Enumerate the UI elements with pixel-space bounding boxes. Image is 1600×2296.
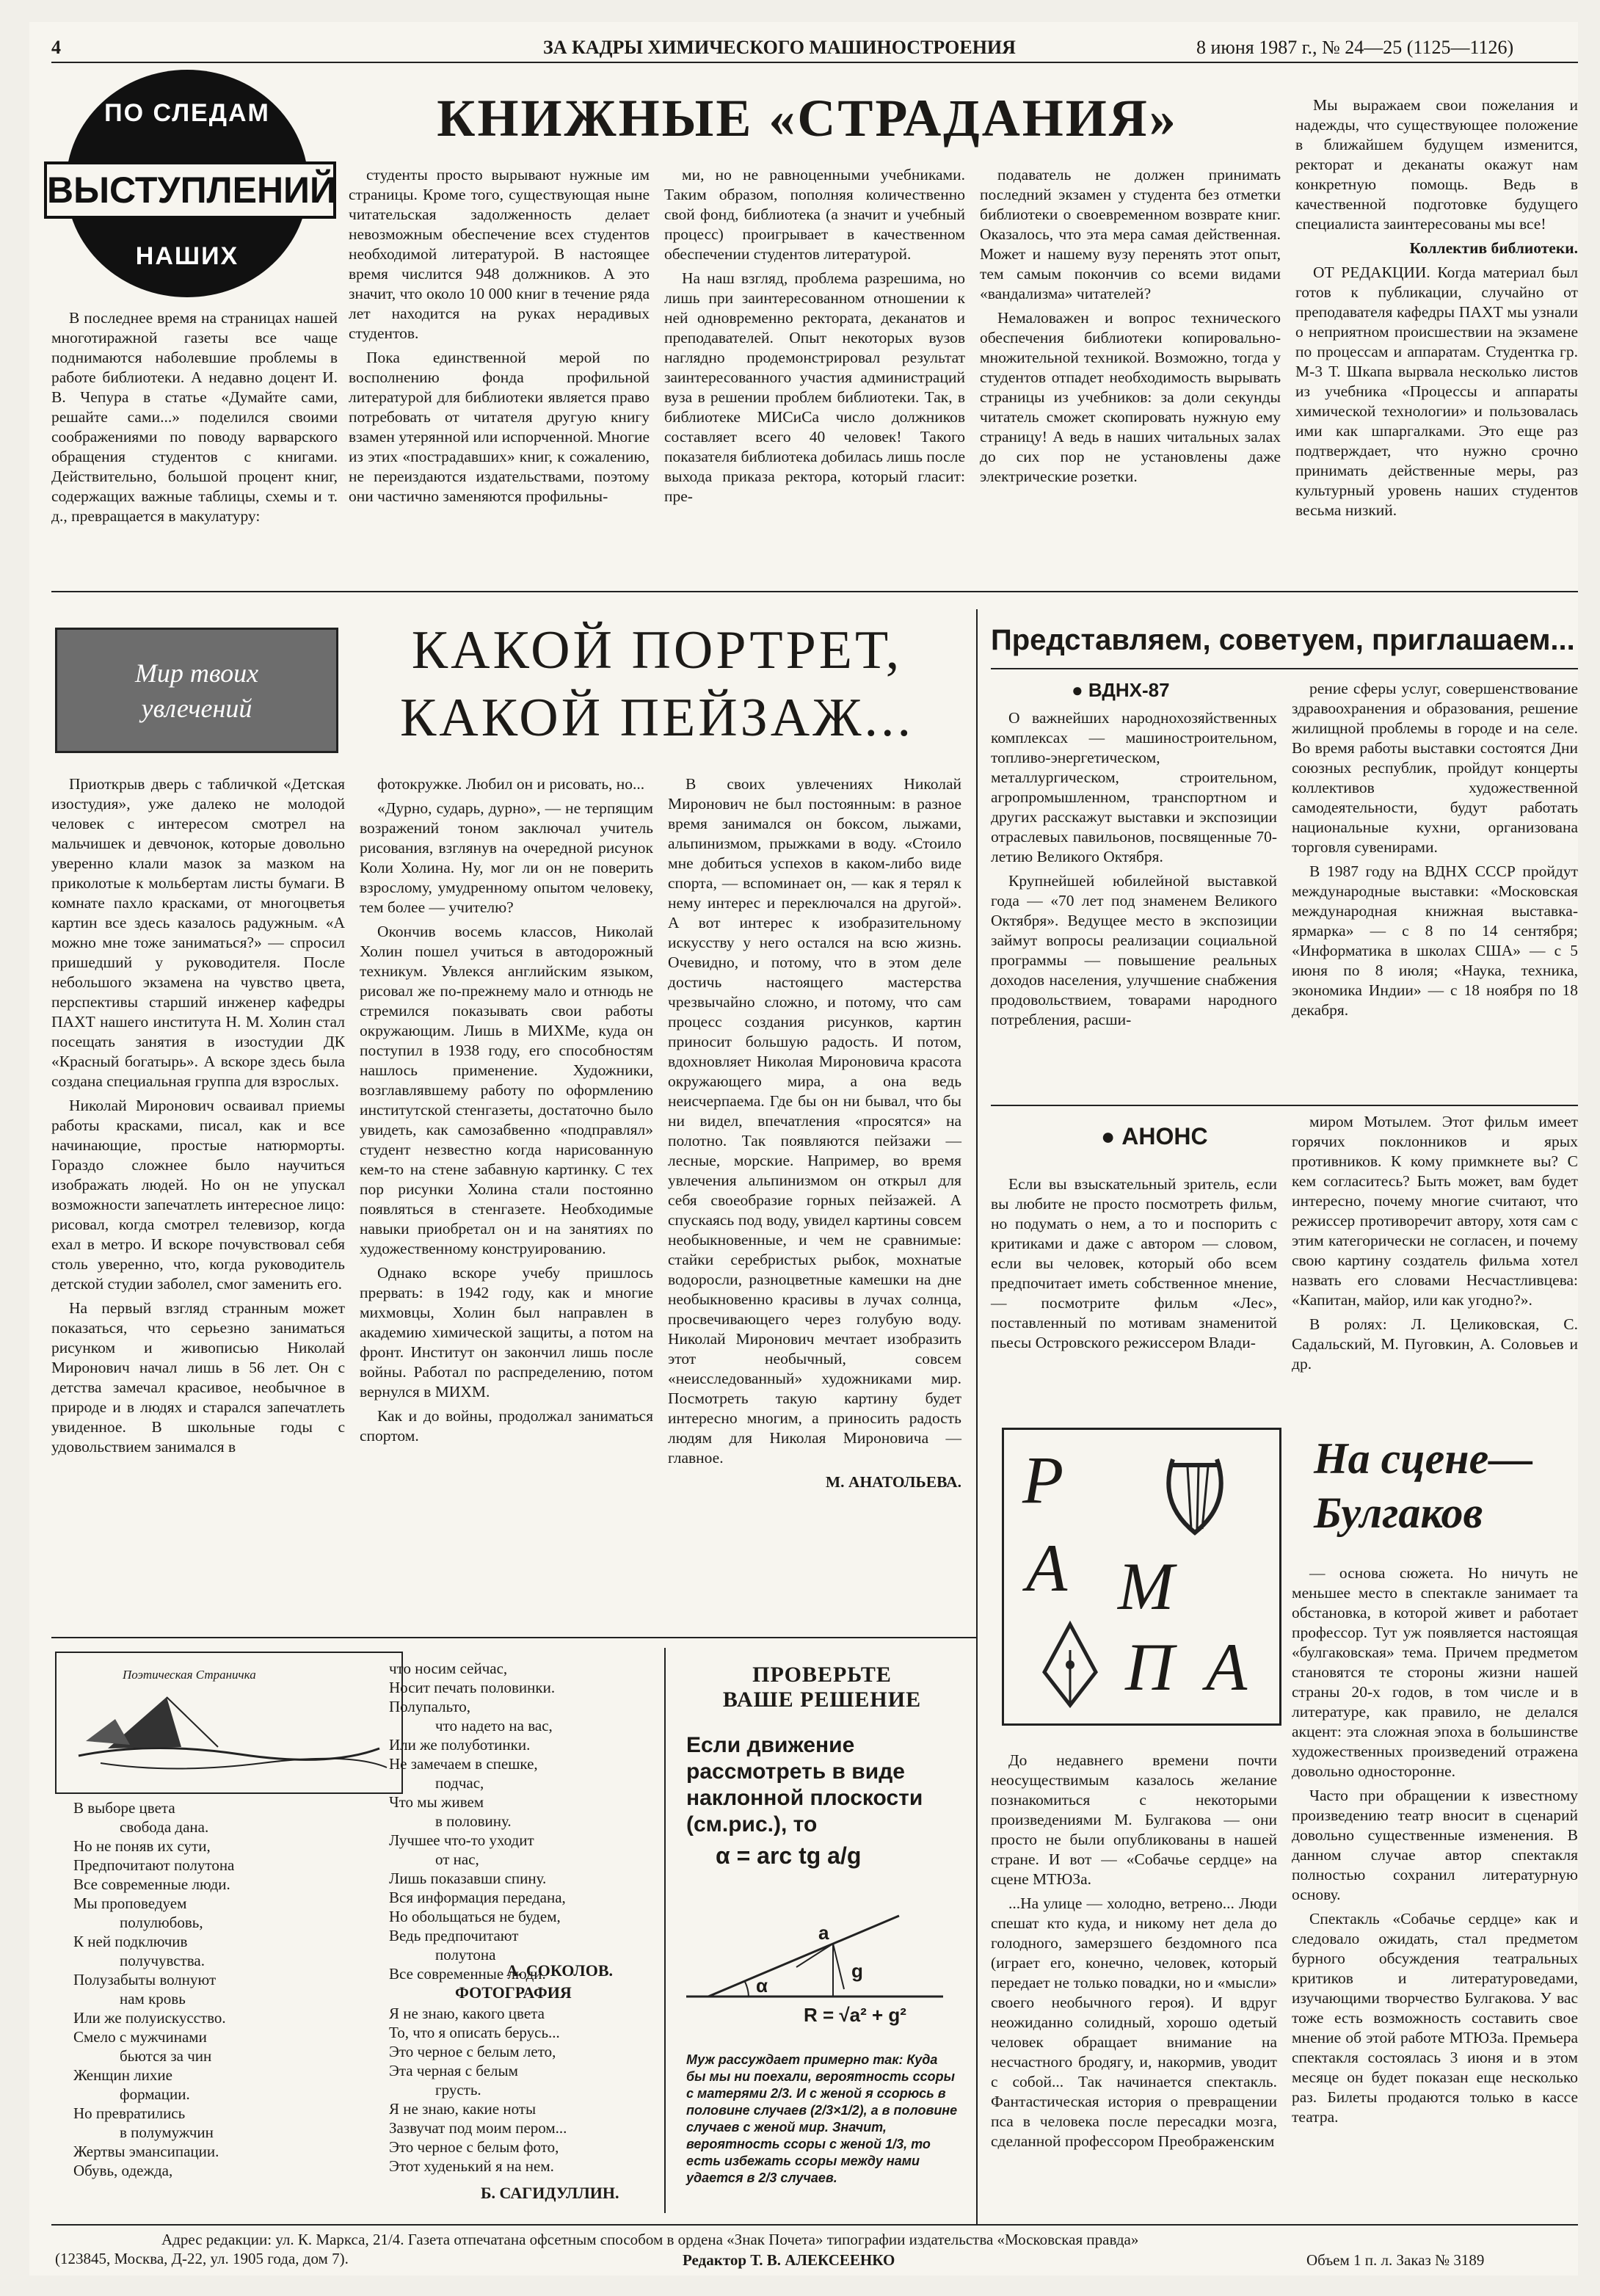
article2-col2-p1: фотокружке. Любил он и рисовать, но... [377, 775, 645, 793]
poet-2: Б. САГИДУЛЛИН. [481, 2184, 619, 2202]
article1-column-2 [664, 165, 965, 573]
poem-2: что носим сейчас, Носит печать половинки. Полупальто, что надето на вас, Или же полуботинки. Не замечаем в спешке, подчас, Что мы живем в половину. Лучшее что-то уходит от нас, Лишь показавши спину. Вся информация передана, Но обольщаться не будем, Ведь предпочитают полутона Все современные люди. [389, 1660, 566, 1983]
article4-subhead: ● АНОНС [1101, 1123, 1208, 1149]
pen-nib-icon [1033, 1621, 1107, 1709]
article3-title-rule [991, 668, 1578, 669]
rampa-letter-3: М [1118, 1549, 1174, 1624]
footer-line-2: (123845, Москва, Д-22, ул. 1905 года, дом 7). [55, 2250, 349, 2267]
rubric-box [55, 628, 338, 753]
article1-column-1 [349, 165, 650, 573]
article2-col1-p1: Приоткрыв дверь с табличкой «Детская изостудия», уже далеко не молодой человек с интересом смотрел на мальчишек и девчонок, которые довольно уверенно клали мазок за мазком на приколотые к мольбертам листы бумаги. В комнате пахло красками, от многоцветья картин все здесь казалось радужным. «А можно мне тоже заниматься?» — спросил пришедший у руководителя. После небольшого экзамена на чувство цвета, перспективы старший инженер кафедры ПАХТ нашего института Н. М. Холин стал посещать занятия в изостудии ДК «Красный богатырь». А вскоре здесь была создана специальная группа для взрослых. [51, 775, 345, 1090]
rampa-letter-5: А [1206, 1630, 1248, 1704]
lyre-icon [1151, 1445, 1254, 1555]
article4-col2-p1: миром Мотылем. Этот фильм имеет горячих поклонников и ярых противников. К кому примкнете вы? С кем согласитесь? Быть может, вам будет интересно, почему многие считают, что режиссер противоречит автору, хотя сам с этим категорически не согласен, и почему свою картину создатель фильма хотел назвать его словами Несчастливцева: «Капитан, майор, или как угодно?». [1292, 1113, 1578, 1309]
puzzle-formula: α = arc tg a/g [716, 1842, 862, 1869]
article1-signature: Коллектив библиотеки. [1409, 239, 1578, 257]
article2-col1-p2: Николай Миронович осваивал приемы работы красками, писал, как и все начинающие, простые натюрморты. Гораздо сложнее было научиться изображать людей. Но он не упускал возможности запечатлеть интересное лицо: рисовал, когда смотрел телевизор, когда ехал в метро. И вскоре почувствовал себя столь уверенно, что, когда руководитель детской студии заболел, смог заменить его. [51, 1097, 345, 1293]
article2-title-line-2: КАКОЙ ПЕЙЗАЖ... [399, 688, 914, 748]
article5-column-2 [1292, 1563, 1578, 2213]
article2-title-line-1: КАКОЙ ПОРТРЕТ, [411, 620, 903, 680]
article2-col1-p3: На первый взгляд странным может показаться, что серьезно заниматься рисунком и живописью Николай Миронович начал лишь в 56 лет. Он с детства замечал красивое, необычное в природе и в людях и старался запечатлеть увиденное. В школьные годы с удовольствием занимался в [51, 1299, 345, 1456]
divider-puzzle [664, 1648, 666, 2213]
article4-cast: В ролях: Л. Целиковская, С. Садальский, М. Пуговкин, А. Соловьев и др. [1292, 1315, 1578, 1373]
rubric-badge [47, 70, 336, 297]
article3-col1-p1: О важнейших народнохозяйственных комплексах — машиностроительном, топливо-энергетическом, металлургическом, строительном, агропромышленном, транспортном и других расскажут выставки и экспозиции отраслевых павильонов, посвященные 70-летию Великого Октября. [991, 709, 1277, 865]
article5-column-1 [991, 1751, 1277, 2213]
article3-title: Представляем, советуем, приглашаем... [991, 624, 1575, 656]
article5-col1-p2: ...На улице — холодно, ветрено... Люди спешат кто куда, и никому нет дела до голодного, замерзшего бездомного пса (играет его, конечно, человек, который передает не только повадки, но и «мысли» своего необычного героя). И вдруг неожиданно солидный, хорошо одетый человек обращает внимание на несчастного бродягу, и, накормив, уводит с собой... Так начинается спектакль. Фантастическая история о превращении пса в человека после пересадки мозга, сделанной профессором Преображенским [991, 1894, 1277, 2150]
article1-intro [51, 308, 338, 573]
rampa-letter-4: П [1125, 1630, 1174, 1704]
article2-signature: М. АНАТОЛЬЕВА. [825, 1473, 961, 1491]
poem-3: Я не знаю, какого цвета То, что я описать берусь... Это черное с белым лето, Эта черная с белым грусть. Я не знаю, какие ноты Зазвучат под моим пером... Это черное с белым фото, Этот худенький я на нем. [389, 2005, 567, 2175]
article4-column-1 [991, 1174, 1277, 1402]
article3-bottom-rule [991, 1105, 1578, 1106]
article2-column-2 [360, 774, 653, 1633]
newspaper-title: ЗА КАДРЫ ХИМИЧЕСКОГО МАШИНОСТРОЕНИЯ [543, 37, 1016, 58]
page-number: 4 [51, 37, 61, 58]
article1-col2-p1: ми, но не равноценными учебниками. Таким образом, пополняя количественно свой фонд, библиотека (а значит и учебный процесс) проигрывает в качественном обеспечении студентов литературой. [664, 166, 965, 263]
puzzle-title [675, 1663, 969, 1712]
masthead [51, 35, 1578, 63]
badge-middle: ВЫСТУПЛЕНИЙ [44, 161, 336, 219]
article3-column-2 [1292, 679, 1578, 1097]
article5-col2-p2: Часто при обращении к известному произведению театр вносит в сценарий довольно существенные изменения. В данном случае автор спектакля полностью сохранил литературную основу. [1292, 1787, 1578, 1903]
article5-col1-p1: До недавнего времени почти неосуществимым казалось желание познакомиться с некоторыми произведениями М. Булгакова — они просто не были опубликованы в нашей стране. И вот — «Собачье сердце» на сцене МТЮЗа. [991, 1751, 1277, 1888]
article1-col2-p2: На наш взгляд, проблема разрешима, но лишь при заинтересованном отношении к ней одновременно ректората, деканатов и преподавателей. Опыт некоторых вузов наглядно продемонстрировал результат заинтересованного участия администраций вуза в решении проблем библиотеки. Так, в библиотеке МИСиСа число должников составляет всего 40 человек! Такого показателя библиотека добилась лишь после выхода приказа ректора, который гласит: пре- [664, 269, 965, 505]
article5-title-line-1: На сцене— [1314, 1434, 1533, 1483]
poem-1: В выборе цвета свобода дана. Но не поняв их сути, Предпочитают полутона Все современные люди. Мы проповедуем полулюбовь, К ней подключив получувства. Полузабыты волнуют нам кровь Или же полуискусство. Смело с мужчинами бьются за чин Женщин лихие формации. Но превратились в полумужчин Жертвы эмансипации. Обувь, одежда, [73, 1799, 235, 2179]
rampa-letter-2: А [1026, 1530, 1068, 1605]
article1-col3-p2: Немаловажен и вопрос технического обеспечения библиотеки копировально-множительной техникой. Возможно, тогда у студентов отпадет необходимость вырывать страницы из учебников: за доли секунды читатель сможет скопировать нужную ему страницу! А ведь в наших читальных залах до сих пор не установлены даже электрические розетки. [980, 309, 1281, 485]
label-a: a [818, 1922, 829, 1944]
footer-editor: Редактор Т. В. АЛЕКСЕЕНКО [683, 2251, 895, 2269]
article4-column-2 [1292, 1112, 1578, 1402]
article5-title [1314, 1431, 1585, 1540]
article2-col2-p5: Как и до войны, продолжал заниматься спортом. [360, 1407, 653, 1445]
label-alpha: α [756, 1975, 768, 1997]
issue-date: 8 июня 1987 г., № 24—25 (1125—1126) [1196, 37, 1514, 58]
article5-col2-p3: Спектакль «Собачье сердце» как и следовало ожидать, стал предметом бурного обсуждения театральных критиков и литературоведами, изучающими творчество Булгакова. У вас тоже есть возможность составить свое мнение об этой работе МТЮЗа. Премьера спектакля состоялась 3 июня и в этом месяце он будет показан еще несколько раз. Билеты продаются только в кассе театра. [1292, 1910, 1578, 2126]
article1-intro-text: В последнее время на страницах нашей многотиражной газеты все чаще поднимаются наболевшие проблемы в работе библиотеки. А недавно доцент И. В. Чепура в статье «Думайте сами, решайте сами...» поделился своими соображениями по поводу варварского обращения студентов с книгами. Действительно, большой процент книг, содержащих важные таблицы, схемы и т. д., превращается в макулатуру: [51, 309, 338, 525]
puzzle-prompt: Если движение рассмотреть в виде наклонной плоскости (см.рис.), то [686, 1733, 923, 1837]
article5-col2-p1: — основа сюжета. Но ничуть не меньшее место в спектакле занимает та обстановка, в которой живет и работает профессор. Тут уж появляется настоящая «булгаковская» тема. Причем предметом становятся те стороны жизни нашей страны 20-х годов, в том числе и в литературе, как правило, не делался акцент: эта сложная эпоха в большинстве художественных произведений отражена довольно односторонне. [1292, 1564, 1578, 1780]
article2-col2-p3: Окончив восемь классов, Николай Холин пошел учиться в автодорожный техникум. Увлекся английским языком, рисовал же по-прежнему мало и отнюдь не стремился показывать свои работы окружающим. Лишь в МИХМе, куда он поступил в 1938 году, его способностям нашлось применение. Художники, возглавлявшему работу по оформлению институтской стенгазеты, достаточно было увидеть, как самозабвенно «подправлял» студент незвестно когда нарисованную кем-то на стене забавную картинку. С тех пор рисунки Холина стали постоянно появляться в стенгазете. Необходимые навыки приобретал он и на занятиях по художественному конструированию. [360, 923, 653, 1257]
article3-column-1 [991, 708, 1277, 1097]
poetry-label: Поэтическая Страничка [123, 1668, 256, 1682]
poem-3-title: ФОТОГРАФИЯ [455, 1983, 572, 2002]
puzzle-answer: Муж рассуждает примерно так: Куда бы мы ни поехали, вероятность ссоры с матерями 2/3. И с женой я ссорюсь в половине случаев (2/3×1/2), а в половине случаев с женой мир. Значит, вероятность ссоры с женой 1/3, то есть избежать ссоры между нами удается в 2/3 случаев. [686, 2052, 958, 2185]
article1-col1-p1: студенты просто вырывают нужные им страницы. Кроме того, существующая ныне читательская задолженность делает невозможным обеспечение всех студентов необходимой литературой. В настоящее время числится 948 должников. А это значит, что около 10 000 книг в течение ряда лет находится на руках нерадивых студентов. [349, 166, 650, 342]
badge-top: ПО СЛЕДАМ [104, 99, 270, 127]
divider-top [51, 591, 1578, 592]
article3-col2-p2: В 1987 году на ВДНХ СССР пройдут международные выставки: «Московская международная книжная выставка-ярмарка» — с 8 по 14 сентября; «Информатика в школах США» — с 5 июня по 8 июля; «Наука, техника, экономика Индии» — с 18 ноября по 18 декабря. [1292, 862, 1578, 1019]
article2-col3-p1: В своих увлечениях Николай Миронович не был постоянным: в разное время занимался он боксом, лыжами, альпинизмом, прыжками в воду. «Стоило мне добиться успехов в каком-либо виде спорта, — вспоминает он, — как я терял к нему интерес и переключался на другой». А вот интерес к изобразительному искусству у него остался на всю жизнь. Очевидно, и потому, что в этом деле достичь настоящего мастерства чрезвычайно сложно, и потому, что сам процесс создания рисунков, картин приносит большую радость. И потом, вдохновляет Николая Мироновича красота окружающего мира, а она ведь неисчерпаема. Где бы он ни бывал, что бы ни видел, впечатления «просятся» на полотно. Так появляются пейзажи — лесные, морские. Например, во время увлечения альпинизмом он открыл для себя своеобразие горных пейзажей. А спускаясь под воду, увидел картины совсем необыкновенные, и чем не сравнимые: стайки серебристых рыбок, мохнатые водоросли, разноцветные камешки на дне необыкновенно красивы в лучах солнца, просвечивающего через голубую воду. Николай Миронович мечтает изобразить этот необычный, совсем «неисследованный» художниками мир. Посмотреть такую картину будет интересно многим, а приносить радость людям для Николая Мироновича — главное. [668, 775, 961, 1467]
puzzle-title-line-1: ПРОВЕРЬТЕ [752, 1663, 892, 1687]
article1-col4-p1: Мы выражаем свои пожелания и надежды, что существующее положение в ближайшем будущем изменится, ректорат и деканаты окажут нам конкретную помощь. Ведь в качественной подготовке будущего специалиста заинтересованы мы все! [1295, 96, 1578, 233]
puzzle-title-line-2: ВАШЕ РЕШЕНИЕ [722, 1688, 922, 1712]
article2-col2-p2: «Дурно, сударь, дурно», — не терпящим возражений тоном заключал учитель рисования, взглянув на очередной рисунок Коли Холина. Ну, мог ли он не поверить взрослому, умудренному опытом человеку, тем более — учителю? [360, 799, 653, 916]
rubric-line-1: Мир твоих [134, 658, 259, 688]
ship-illustration [57, 1653, 399, 1790]
article4-col1-p1: Если вы взыскательный зритель, если вы любите не просто посмотреть фильм, но подумать о нем, а то и поспорить с критиками и даже с автором — словом, если вы человек, который обо всем предпочитает иметь собственное мнение, — посмотрите фильм «Лес», поставленный по мотивам знаменитой пьесы Островского режиссером Влади- [991, 1175, 1277, 1351]
article3-col1-p2: Крупнейшей юбилейной выставкой года — «70 лет под знаменем Великого Октября». Ведущее место в экспозиции займут вопросы реализации социальной программы — повышение реальных доходов населения, улучшение снабжения продовольствием, товарами народного потребления, расши- [991, 872, 1277, 1028]
article1-column-4 [1295, 95, 1578, 573]
article1-column-3 [980, 165, 1281, 573]
footer-rule [51, 2224, 1578, 2226]
article1-title: КНИЖНЫЕ «СТРАДАНИЯ» [437, 89, 1178, 148]
article1-col3-p1: подаватель не должен принимать последний экзамен у студента без отметки библиотеки о своевременном возврате книг. Оказалось, что эта мера самая действенная. Может и нашему вузу перенять этот опыт, тем самым покончив со всеми видами «вандализма» читателей? [980, 166, 1281, 302]
article2-column-3 [668, 774, 961, 1633]
article2-col2-p4: Однако вскоре учебу пришлось прервать: в 1942 году, как и многие михмовцы, Холин был направлен в академию химической защиты, а потом на фронт. Институт он закончил лишь после войны. Работал по распределению, потом вернулся в МИХМ. [360, 1264, 653, 1401]
article3-subhead: ● ВДНХ-87 [1072, 679, 1170, 701]
article1-col1-p2: Пока единственной мерой по восполнению фонда профильной литературой для библиотеки является право потребовать от читателя другую книгу взамен утерянной или испорченной. Многие из этих «пострадавших» книг, к сожалению, не переиздаются издательствами, поэтому они частично заменяются профильны- [349, 349, 650, 505]
poet-1: А. СОКОЛОВ. [506, 1961, 613, 1980]
article3-col2-p1: рение сферы услуг, совершенствование здравоохранения и образования, решение жилищной проблемы в городе и на селе. Во время работы выставки состоятся Дни союзных республик, пройдут концерты коллективов художественной самодеятельности, будут работать национальные кухни, организована торговля сувенирами. [1292, 680, 1578, 856]
article5-title-line-2: Булгаков [1314, 1489, 1483, 1537]
divider-bottom-left [51, 1637, 976, 1638]
article2-title [352, 617, 961, 752]
poetry-illustration [55, 1652, 403, 1794]
footer-line-1: Адрес редакции: ул. К. Маркса, 21/4. Газета отпечатана офсетным способом в ордена «Знак Почета» типографии издательства «Московская правда» [161, 2231, 1139, 2248]
article2-column-1 [51, 774, 345, 1633]
footer-volume: Объем 1 п. л. Заказ № 3189 [1306, 2251, 1485, 2269]
rubric-line-2: увлечений [141, 694, 252, 723]
label-g: g [851, 1960, 863, 1982]
rampa-logo [1002, 1428, 1281, 1726]
article1-editorial-note: ОТ РЕДАКЦИИ. Когда материал был готов к публикации, случайно от преподавателя кафедры ПАХТ мы узнали о неприятном происшествии на экзамене по процессам и аппаратам. Студентка гр. М-3 Т. Шкапа вырвала несколько листов из учебника «Процессы и аппараты химической технологии» и пользовалась ими как шпаргалками. Это еще раз подтверждает, что нужно срочно принимать действенные меры, раз культурный уровень наших студентов весьма низкий. [1295, 264, 1578, 519]
puzzle-formula-2: R = √a² + g² [804, 2004, 906, 2026]
rampa-letter-1: Р [1022, 1442, 1064, 1517]
badge-bottom: НАШИХ [135, 242, 239, 270]
divider-right-bottom [976, 1417, 978, 2224]
